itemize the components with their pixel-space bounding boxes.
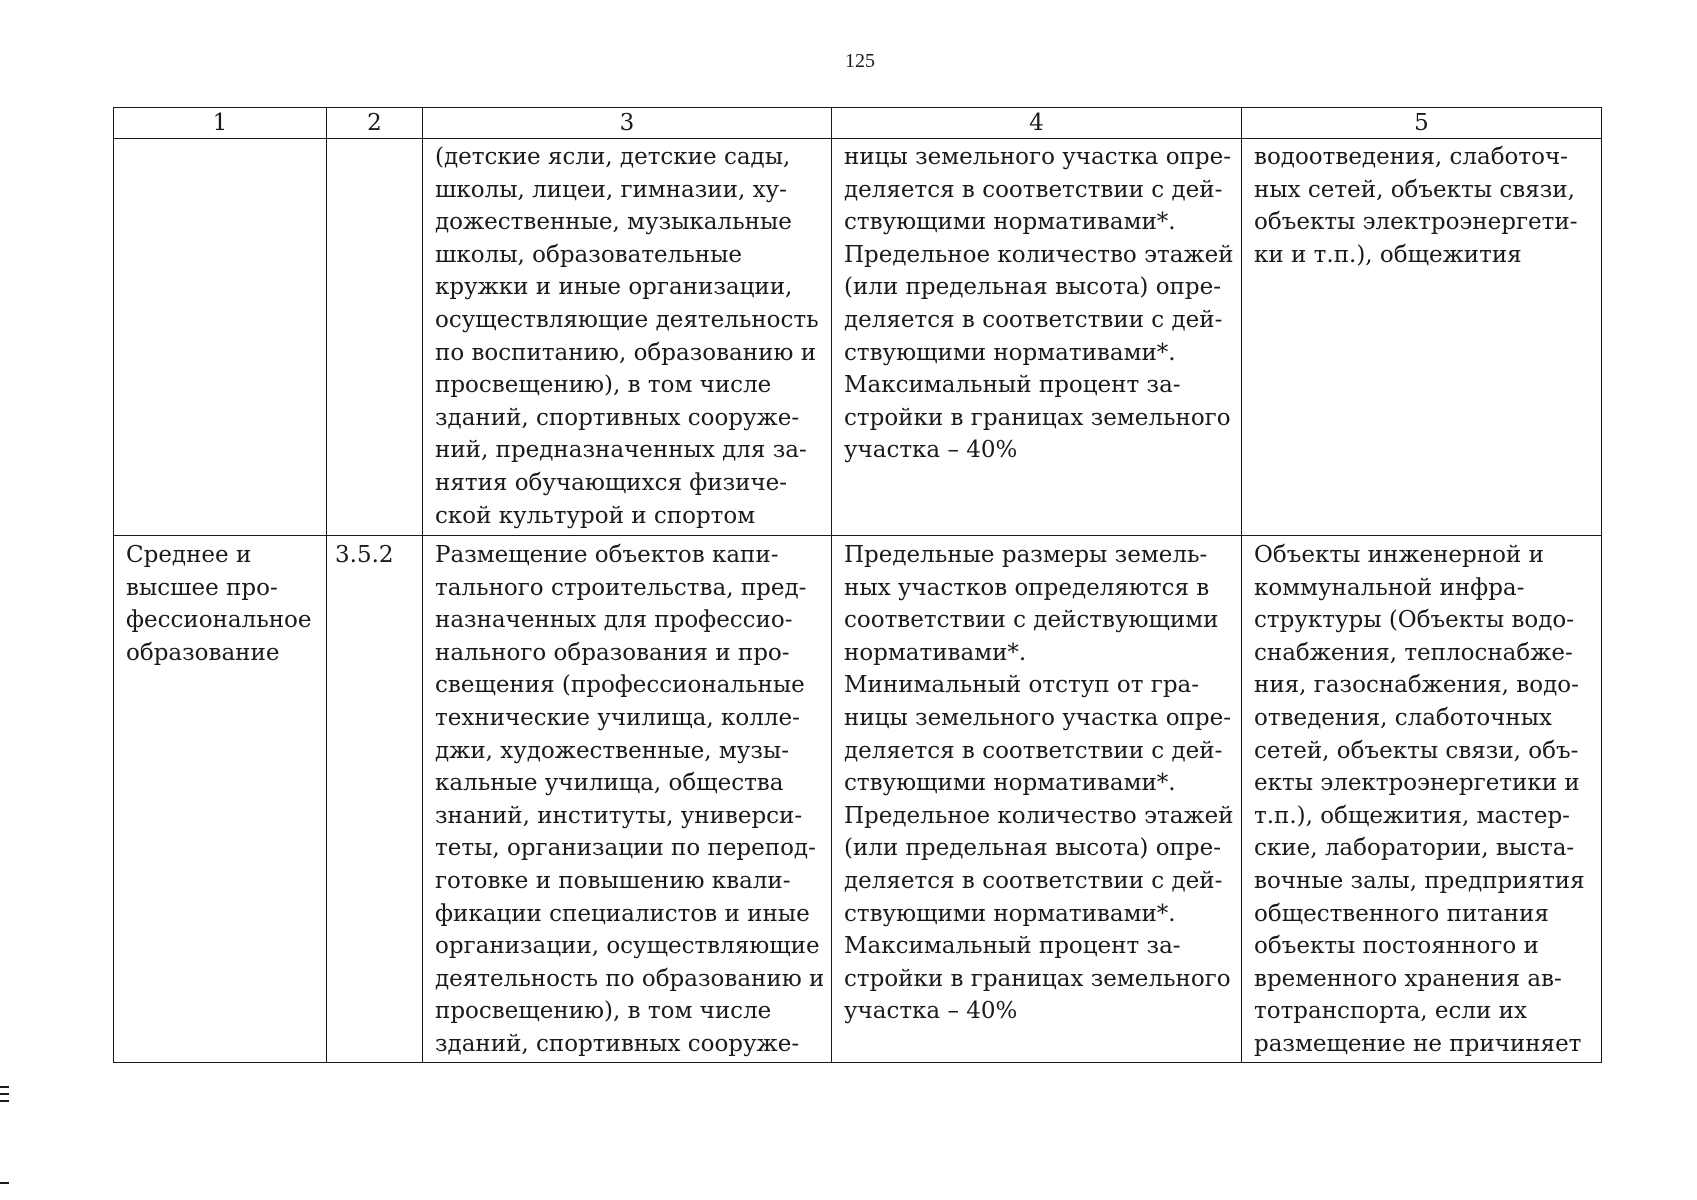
cell-text-line: нального образования и про- [435,639,790,666]
cell-text-line: екты электроэнергетики и [1254,770,1580,797]
cell-text-line: ки и т.п.), общежития [1254,241,1522,268]
cell-text-line: т.п.), общежития, мастер- [1254,802,1570,829]
cell-auxiliary-use [1242,139,1602,536]
cell-text-line: школы, образовательные [435,241,743,268]
cell-text-line: ствующими нормативами*. [844,209,1176,236]
cell-text-line: Предельные размеры земель- [844,542,1208,568]
cell-text-line: тотранспорта, если их [1254,998,1527,1025]
cell-text-line: отведения, слаботочных [1254,704,1552,731]
cell-text-line: деляется в соответствии с дей- [844,176,1223,203]
cell-text-line: Предельное количество этажей [844,241,1234,268]
cell-text-line: фикации специалистов и иные [435,900,810,927]
cell-text-line: объекты электроэнергети- [1254,209,1578,236]
cell-text-line: готовке и повышению квали- [435,867,791,894]
cell-text-line: ний, предназначенных для за- [435,437,807,464]
cell-text-line: 3.5.2 [335,542,394,568]
cell-text-line: объекты постоянного и [1254,933,1539,960]
margin-mark [0,1100,9,1102]
column-header: 3 [423,108,832,139]
cell-text-line: стройки в границах земельного [844,965,1231,992]
cell-text-line: ницы земельного участка опре- [844,144,1231,170]
table-row [114,536,1602,1063]
cell-text-line: деляется в соответствии с дей- [844,867,1223,894]
cell-text-line: деляется в соответствии с дей- [844,737,1223,764]
cell-description [423,536,832,1063]
cell-text-line: по воспитанию, образованию и [435,339,817,366]
column-header: 5 [1242,108,1602,139]
cell-auxiliary-use [1242,536,1602,1063]
cell-text-line: структуры (Объекты водо- [1254,607,1575,634]
cell-text-line: общественного питания [1254,900,1549,927]
cell-text-line: Минимальный отступ от гра- [844,672,1200,699]
margin-mark [0,1093,9,1095]
cell-text-line: теты, организации по перепод- [435,835,816,862]
cell-text-line: просвещению), в том числе [435,998,772,1025]
cell-text-line: организации, осуществляющие [435,933,820,960]
cell-text-line: высшее про- [126,574,278,601]
cell-text-line: сетей, объекты связи, объ- [1254,737,1579,764]
cell-text-line: участка – 40% [844,437,1018,464]
cell-text-line: снабжения, теплоснабже- [1254,639,1573,666]
cell-text-line: Предельное количество этажей [844,802,1234,829]
cell-code [327,139,423,536]
cell-text-line: ния, газоснабжения, водо- [1254,672,1579,699]
cell-text-line: Среднее и [126,542,252,568]
cell-text-line: вочные залы, предприятия [1254,867,1585,894]
cell-text-line: зданий, спортивных сооруже- [435,404,800,431]
cell-text-line: джи, художественные, музы- [435,737,789,764]
margin-mark [0,1182,9,1184]
cell-text-line: знаний, институты, универси- [435,802,803,829]
cell-text-line: деятельность по образованию и [435,965,825,992]
cell-text-line: участка – 40% [844,998,1018,1025]
cell-text-line: коммунальной инфра- [1254,574,1525,601]
cell-text-line: ствующими нормативами*. [844,770,1176,797]
cell-text-line: Объекты инженерной и [1254,542,1544,568]
cell-text-line: образование [126,639,280,666]
cell-text-line: Максимальный процент за- [844,933,1181,960]
cell-text-line: (или предельная высота) опре- [844,835,1221,862]
cell-text-line: ской культурой и спортом [435,502,756,529]
cell-use-name [114,139,327,536]
cell-text-line: ствующими нормативами*. [844,339,1176,366]
cell-text-line: фессиональное [126,607,312,634]
cell-text-line: кальные училища, общества [435,770,784,797]
table-row [114,139,1602,536]
cell-text-line: (детские ясли, детские сады, [435,144,791,170]
column-header: 2 [327,108,423,139]
cell-text-line: Максимальный процент за- [844,372,1181,399]
cell-code [327,536,423,1063]
cell-text-line: зданий, спортивных сооруже- [435,1030,800,1057]
land-use-table [113,107,1602,1063]
cell-text-line: назначенных для профессио- [435,607,793,634]
column-header: 1 [114,108,327,139]
cell-text-line: (или предельная высота) опре- [844,274,1221,301]
cell-description [423,139,832,536]
cell-text-line: водоотведения, слаботоч- [1254,144,1568,170]
cell-text-line: Размещение объектов капи- [435,542,779,568]
cell-text-line: размещение не причиняет [1254,1030,1582,1057]
cell-text-line: осуществляющие деятельность [435,306,819,333]
cell-parameters [832,139,1242,536]
cell-text-line: технические училища, колле- [435,704,800,731]
cell-parameters [832,536,1242,1063]
table-header-row [114,108,1602,139]
column-header: 4 [832,108,1242,139]
cell-text-line: свещения (профессиональные [435,672,805,699]
cell-text-line: ствующими нормативами*. [844,900,1176,927]
cell-text-line: тального строительства, пред- [435,574,807,601]
cell-text-line: ных участков определяются в [844,574,1210,601]
cell-use-name [114,536,327,1063]
cell-text-line: временного хранения ав- [1254,965,1562,992]
cell-text-line: кружки и иные организации, [435,274,793,301]
cell-text-line: нормативами*. [844,639,1027,666]
cell-text-line: ницы земельного участка опре- [844,704,1231,731]
margin-mark [0,1086,9,1088]
cell-text-line: деляется в соответствии с дей- [844,306,1223,333]
cell-text-line: школы, лицеи, гимназии, ху- [435,176,787,203]
cell-text-line: дожественные, музыкальные [435,209,792,236]
cell-text-line: нятия обучающихся физиче- [435,469,788,496]
cell-text-line: ские, лаборатории, выста- [1254,835,1575,862]
cell-text-line: просвещению), в том числе [435,372,772,399]
cell-text-line: ных сетей, объекты связи, [1254,176,1575,203]
cell-text-line: стройки в границах земельного [844,404,1231,431]
page-number: 125 [845,50,875,72]
cell-text-line: соответствии с действующими [844,607,1219,634]
